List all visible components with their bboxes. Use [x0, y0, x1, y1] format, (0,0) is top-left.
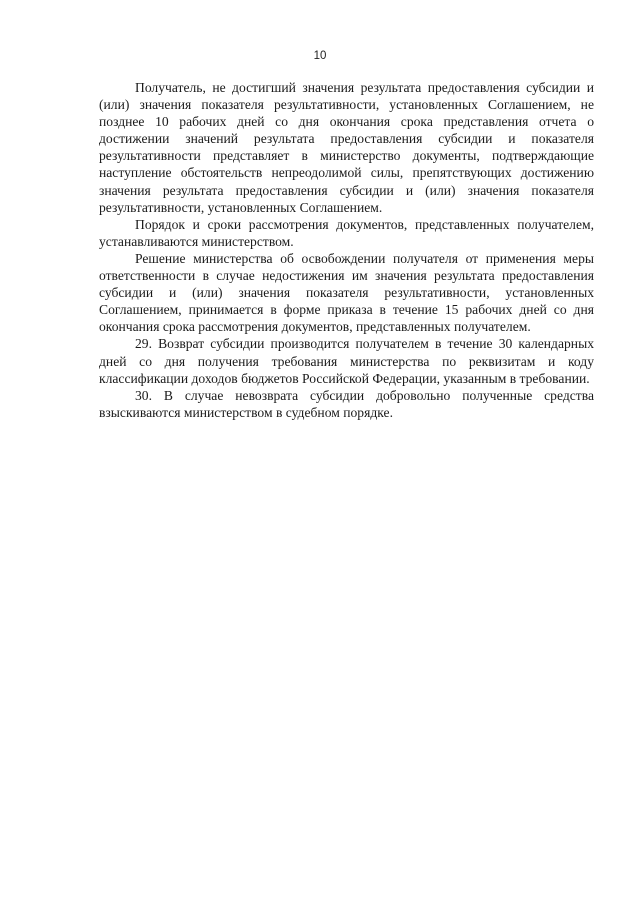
page-number: 10 — [313, 50, 327, 62]
document-body — [99, 79, 594, 421]
paragraph-review-procedure: Порядок и сроки рассмотрения документов, представленных получателем, устанавливаются министерством. — [99, 216, 594, 249]
paragraph-recipient-obligation: Получатель, не достигший значения результата предоставления субсидии и (или) значения показателя результативности, установленных Соглашением, не позднее 10 рабочих дней со дня окончания срока представления отчета о достижении значений результата предоставления субсидии и показателя результативности представляет в министерство документы, подтверждающие наступление обстоятельств непреодолимой силы, препятствующих достижению значения результата предоставления субсидии и (или) значения показателя результативности, установленных Соглашением. — [99, 80, 594, 215]
paragraph-clause-29: 29. Возврат субсидии производится получателем в течение 30 календарных дней со дня получения требования министерства по реквизитам и коду классификации доходов бюджетов Российской Федерации, указанным в требовании. — [99, 336, 594, 386]
paragraph-clause-30: 30. В случае невозврата субсидии добровольно полученные средства взыскиваются министерством в судебном порядке. — [99, 387, 594, 420]
paragraph-exemption-decision: Решение министерства об освобождении получателя от применения меры ответственности в случае недостижения им значения результата предоставления субсидии и (или) значения показателя результативности, установленных Соглашением, принимается в форме приказа в течение 15 рабочих дней со дня окончания срока рассмотрения документов, представленных получателем. — [99, 250, 594, 335]
